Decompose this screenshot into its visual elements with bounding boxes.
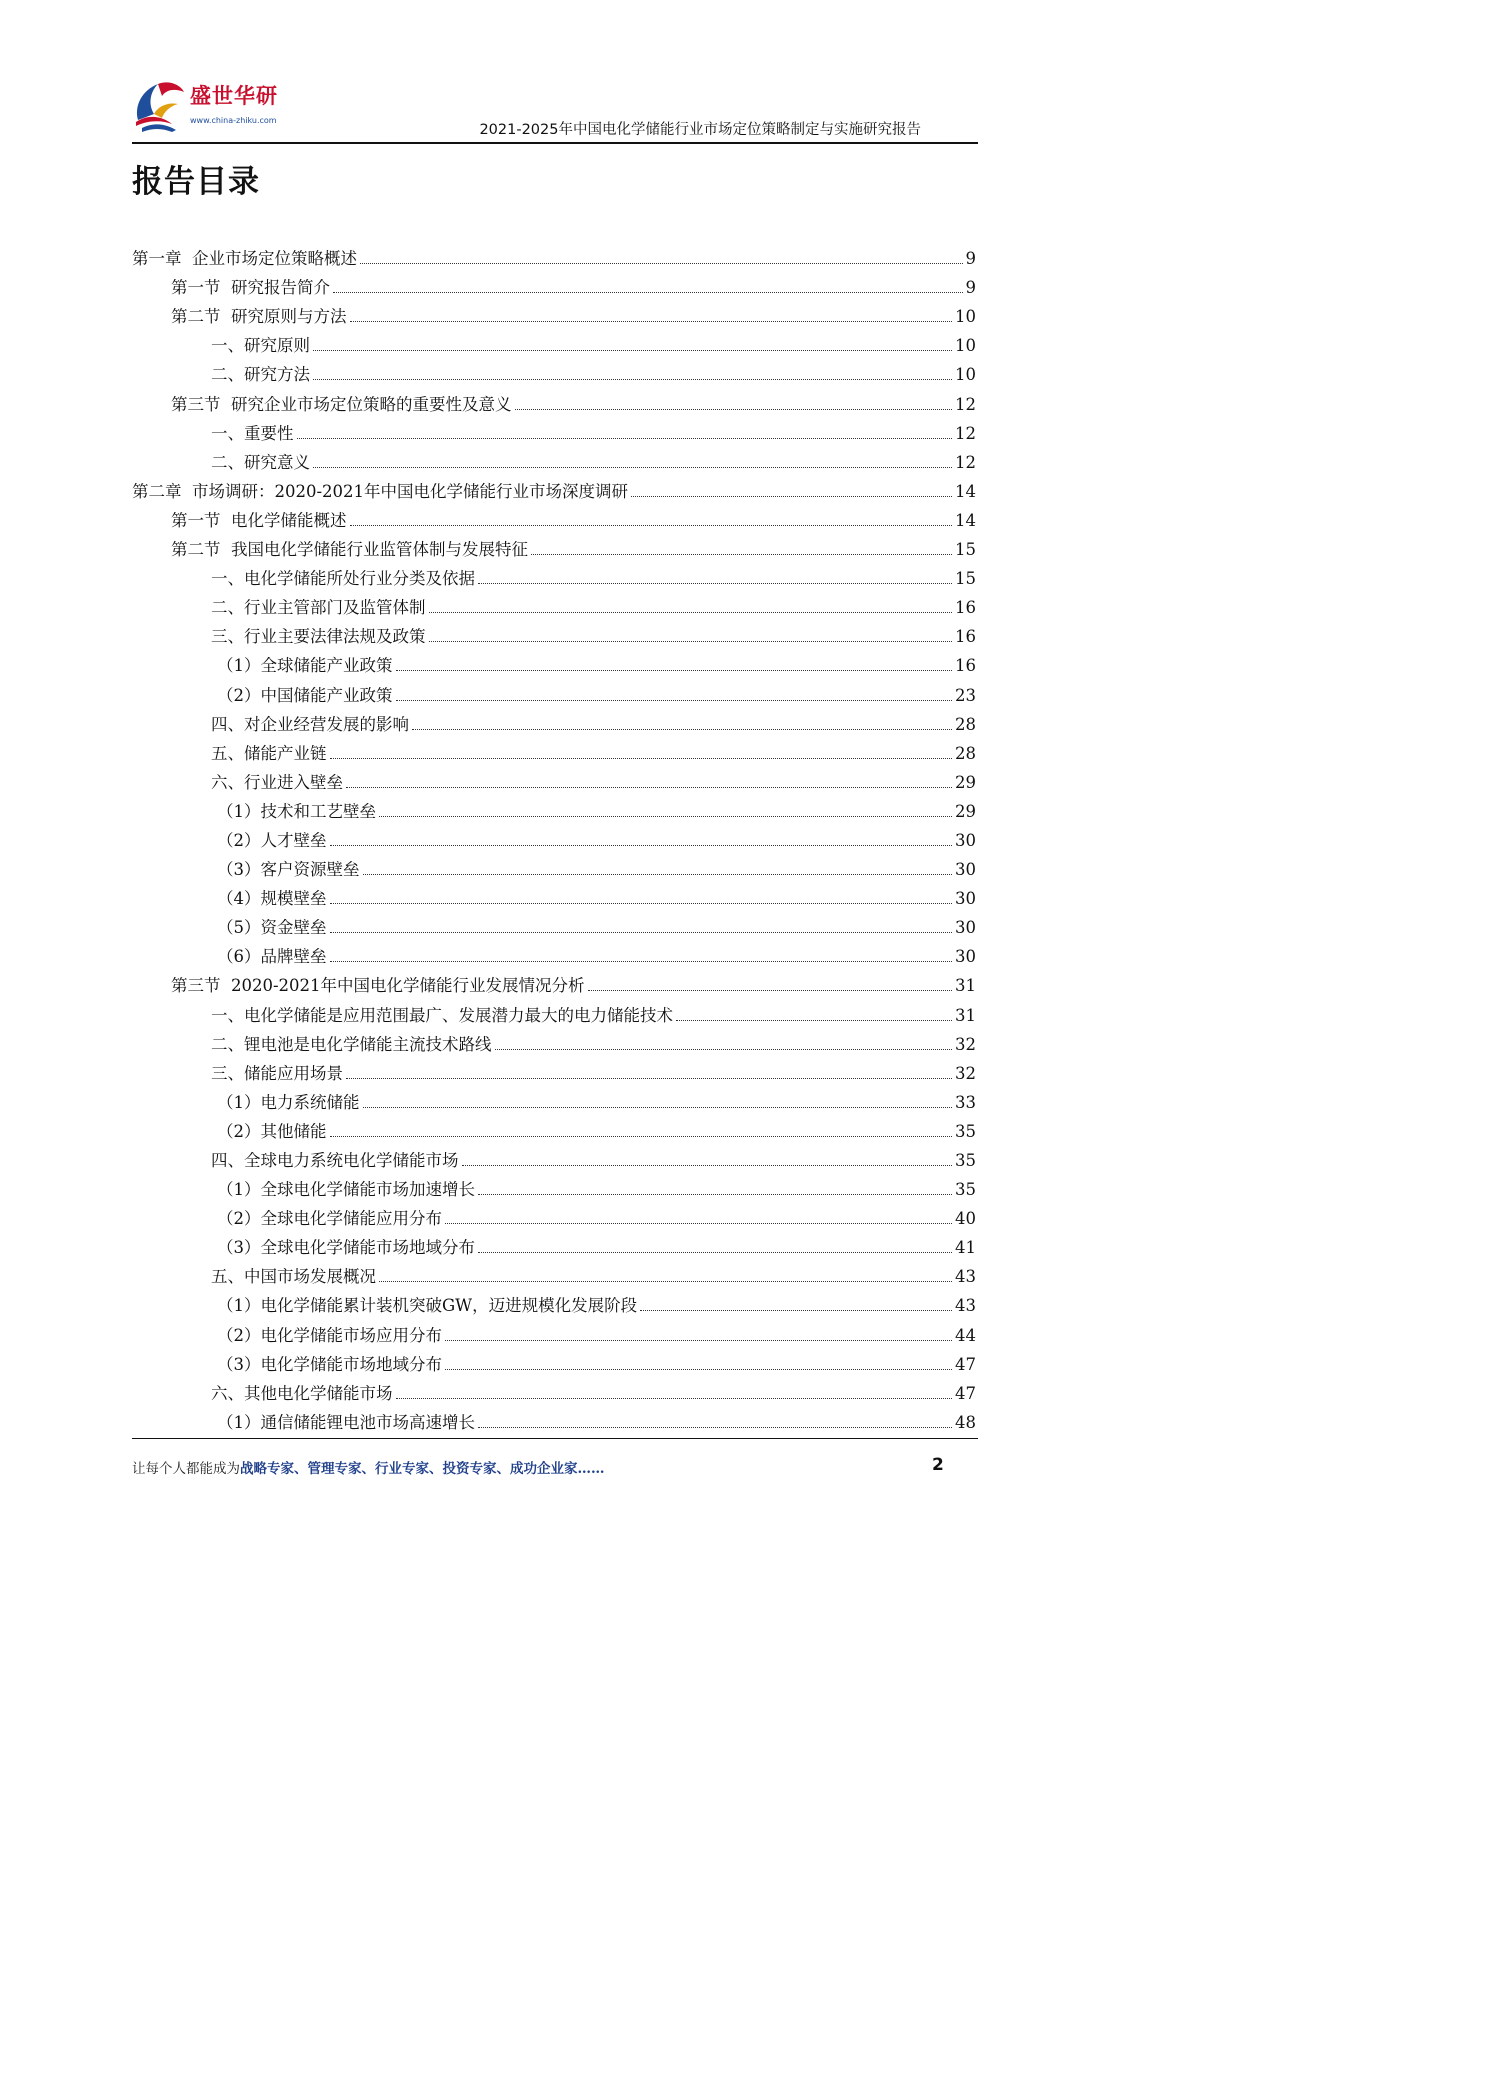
toc-dot-leader <box>531 554 952 555</box>
toc-entry-page: 12 <box>955 452 976 472</box>
toc-dot-leader <box>330 932 953 933</box>
toc-dot-leader <box>445 1223 952 1224</box>
toc-dot-leader <box>515 409 953 410</box>
toc-entry-title: 二、行业主管部门及监管体制 <box>211 598 426 618</box>
logo-name: 盛世华研 <box>190 84 278 108</box>
page-header <box>0 0 1103 150</box>
toc-entry-page: 48 <box>955 1412 976 1432</box>
toc-entry-title: 第一节 研究报告简介 <box>171 278 330 298</box>
toc-entry-title: 四、对企业经营发展的影响 <box>211 714 409 734</box>
toc-entry-page: 23 <box>955 685 976 705</box>
toc-entry-title: 第一节 电化学储能概述 <box>171 510 347 530</box>
report-title: 2021-2025年中国电化学储能行业市场定位策略制定与实施研究报告 <box>479 122 921 138</box>
toc-entry[interactable] <box>132 502 976 531</box>
toc-entry-title: （2）中国储能产业政策 <box>217 685 393 705</box>
toc-entry-title: （6）品牌壁垒 <box>217 947 327 967</box>
toc-entry-page: 15 <box>955 569 976 589</box>
toc-entry[interactable] <box>132 531 976 560</box>
toc-entry-title: （1）技术和工艺壁垒 <box>217 801 376 821</box>
toc-dot-leader <box>350 321 953 322</box>
toc-dot-leader <box>588 990 952 991</box>
toc-entry-title: （1）电化学储能累计装机突破GW，迈进规模化发展阶段 <box>217 1296 638 1316</box>
toc-entry-page: 28 <box>955 714 976 734</box>
toc-dot-leader <box>313 467 952 468</box>
toc-entry-page: 32 <box>955 1034 976 1054</box>
toc-dot-leader <box>676 1020 952 1021</box>
header-divider <box>132 142 978 144</box>
toc-entry-title: 六、其他电化学储能市场 <box>211 1383 393 1403</box>
toc-entry-title: （2）人才壁垒 <box>217 830 327 850</box>
table-of-contents <box>132 240 976 1433</box>
toc-dot-leader <box>396 670 953 671</box>
toc-entry-page: 10 <box>955 307 976 327</box>
toc-entry-page: 29 <box>955 801 976 821</box>
toc-entry-page: 16 <box>955 627 976 647</box>
toc-entry-title: 三、行业主要法律法规及政策 <box>211 627 426 647</box>
toc-entry-title: 第二节 我国电化学储能行业监管体制与发展特征 <box>171 540 528 560</box>
toc-entry[interactable] <box>132 1084 976 1113</box>
toc-entry[interactable] <box>132 967 976 996</box>
toc-entry-title: 二、研究意义 <box>211 452 310 472</box>
toc-dot-leader <box>330 961 953 962</box>
toc-entry[interactable] <box>132 298 976 327</box>
toc-dot-leader <box>495 1049 953 1050</box>
toc-entry-page: 30 <box>955 918 976 938</box>
footer-divider <box>132 1438 978 1439</box>
toc-entry[interactable] <box>132 385 976 414</box>
toc-entry-title: 一、重要性 <box>211 423 294 443</box>
footer-slogan: 让每个人都能成为 <box>132 1461 240 1477</box>
toc-dot-leader <box>379 1281 952 1282</box>
toc-entry-page: 10 <box>955 365 976 385</box>
toc-dot-leader <box>462 1165 953 1166</box>
toc-dot-leader <box>313 350 952 351</box>
toc-entry-page: 29 <box>955 772 976 792</box>
toc-entry-page: 40 <box>955 1209 976 1229</box>
toc-entry[interactable] <box>132 909 976 938</box>
toc-entry-title: 一、电化学储能是应用范围最广、发展潜力最大的电力储能技术 <box>211 1005 673 1025</box>
toc-entry-page: 43 <box>955 1267 976 1287</box>
toc-dot-leader <box>478 1194 952 1195</box>
toc-entry-page: 35 <box>955 1121 976 1141</box>
toc-entry-title: 一、电化学储能所处行业分类及依据 <box>211 569 475 589</box>
toc-entry[interactable] <box>132 560 976 589</box>
toc-entry-title: 第一章 企业市场定位策略概述 <box>132 249 357 269</box>
toc-entry[interactable] <box>132 589 976 618</box>
toc-dot-leader <box>330 845 953 846</box>
toc-dot-leader <box>640 1310 952 1311</box>
footer-slogan-line <box>132 1457 605 1477</box>
toc-entry[interactable] <box>132 618 976 647</box>
toc-entry-page: 16 <box>955 598 976 618</box>
toc-entry-title: 二、锂电池是电化学储能主流技术路线 <box>211 1034 492 1054</box>
toc-entry-title: 四、全球电力系统电化学储能市场 <box>211 1151 459 1170</box>
toc-entry-page: 14 <box>955 481 976 501</box>
toc-entry-page: 32 <box>955 1063 976 1083</box>
toc-dot-leader <box>396 1398 953 1399</box>
toc-dot-leader <box>360 263 963 264</box>
toc-entry[interactable] <box>132 1171 976 1200</box>
toc-entry-title: （3）电化学储能市场地域分布 <box>217 1354 442 1374</box>
toc-dot-leader <box>363 874 953 875</box>
toc-entry[interactable] <box>132 444 976 473</box>
toc-entry-page: 43 <box>955 1296 976 1316</box>
toc-entry[interactable] <box>132 1316 976 1345</box>
toc-entry-title: 三、储能应用场景 <box>211 1063 343 1083</box>
toc-entry-page: 30 <box>955 889 976 909</box>
page-number: 2 <box>932 1455 944 1475</box>
toc-entry[interactable] <box>132 1055 976 1084</box>
toc-entry-title: （2）其他储能 <box>217 1121 327 1141</box>
toc-entry[interactable] <box>132 1229 976 1258</box>
toc-entry[interactable] <box>132 473 976 502</box>
toc-entry-title: （2）全球电化学储能应用分布 <box>217 1209 442 1229</box>
toc-dot-leader <box>445 1369 952 1370</box>
toc-dot-leader <box>350 525 953 526</box>
toc-entry[interactable] <box>132 1404 976 1433</box>
toc-entry[interactable] <box>132 822 976 851</box>
toc-entry-title: （3）客户资源壁垒 <box>217 860 360 880</box>
toc-entry-title: （1）通信储能锂电池市场高速增长 <box>217 1412 475 1432</box>
toc-dot-leader <box>330 903 953 904</box>
toc-dot-leader <box>333 292 963 293</box>
toc-dot-leader <box>396 700 953 701</box>
toc-dot-leader <box>478 1427 952 1428</box>
toc-entry-page: 12 <box>955 423 976 443</box>
toc-entry-page: 30 <box>955 947 976 967</box>
toc-dot-leader <box>379 816 952 817</box>
toc-entry-page: 10 <box>955 336 976 356</box>
toc-dot-leader <box>445 1340 952 1341</box>
toc-entry-title: 第二节 研究原则与方法 <box>171 307 347 327</box>
toc-entry-page: 14 <box>955 510 976 530</box>
toc-entry[interactable] <box>132 1142 976 1171</box>
toc-entry[interactable] <box>132 1200 976 1229</box>
toc-entry-page: 35 <box>955 1151 976 1170</box>
toc-dot-leader <box>330 1136 953 1137</box>
toc-entry-page: 9 <box>965 249 976 269</box>
logo-book-icon <box>128 76 188 136</box>
toc-entry-title: 六、行业进入壁垒 <box>211 772 343 792</box>
toc-dot-leader <box>429 641 953 642</box>
toc-entry[interactable] <box>132 327 976 356</box>
toc-entry-title: 第三节 研究企业市场定位策略的重要性及意义 <box>171 394 512 414</box>
toc-entry-page: 44 <box>955 1325 976 1345</box>
toc-entry-title: （1）全球储能产业政策 <box>217 656 393 676</box>
toc-entry-title: （1）电力系统储能 <box>217 1092 360 1112</box>
toc-dot-leader <box>631 496 952 497</box>
toc-entry-title: 一、研究原则 <box>211 336 310 356</box>
toc-entry[interactable] <box>132 676 976 705</box>
toc-entry-page: 15 <box>955 540 976 560</box>
toc-entry[interactable] <box>132 996 976 1025</box>
toc-entry[interactable] <box>132 269 976 298</box>
toc-entry[interactable] <box>132 1113 976 1142</box>
toc-entry-page: 30 <box>955 860 976 880</box>
toc-dot-leader <box>313 379 952 380</box>
company-logo <box>128 76 298 136</box>
toc-entry-title: （4）规模壁垒 <box>217 889 327 909</box>
toc-entry[interactable] <box>132 647 976 676</box>
toc-entry-page: 30 <box>955 830 976 850</box>
toc-entry[interactable] <box>132 1375 976 1404</box>
logo-url: www.china-zhiku.com <box>190 116 277 125</box>
toc-entry[interactable] <box>132 793 976 822</box>
toc-entry[interactable] <box>132 938 976 967</box>
toc-dot-leader <box>297 438 953 439</box>
toc-entry-title: （5）资金壁垒 <box>217 918 327 938</box>
toc-entry-page: 35 <box>955 1180 976 1200</box>
toc-entry[interactable] <box>132 1258 976 1287</box>
toc-entry-title: （2）电化学储能市场应用分布 <box>217 1325 442 1345</box>
toc-entry[interactable] <box>132 706 976 735</box>
toc-entry-page: 28 <box>955 743 976 763</box>
toc-dot-leader <box>346 787 952 788</box>
toc-dot-leader <box>478 1252 952 1253</box>
toc-entry[interactable] <box>132 240 976 269</box>
footer-roles: 战略专家、管理专家、行业专家、投资专家、成功企业家…… <box>240 1461 605 1477</box>
toc-entry-page: 41 <box>955 1238 976 1258</box>
toc-entry-page: 47 <box>955 1383 976 1403</box>
toc-entry-title: （1）全球电化学储能市场加速增长 <box>217 1180 475 1200</box>
toc-entry[interactable] <box>132 356 976 385</box>
toc-entry-page: 47 <box>955 1354 976 1374</box>
toc-entry[interactable] <box>132 1346 976 1375</box>
toc-entry-page: 16 <box>955 656 976 676</box>
toc-dot-leader <box>363 1107 953 1108</box>
toc-entry-title: （3）全球电化学储能市场地域分布 <box>217 1238 475 1258</box>
toc-entry-title: 二、研究方法 <box>211 365 310 385</box>
toc-entry-page: 9 <box>965 278 976 298</box>
toc-entry[interactable] <box>132 735 976 764</box>
toc-dot-leader <box>346 1078 952 1079</box>
toc-entry[interactable] <box>132 880 976 909</box>
toc-entry-page: 31 <box>955 1005 976 1025</box>
toc-entry[interactable] <box>132 415 976 444</box>
toc-entry[interactable] <box>132 1287 976 1316</box>
toc-entry[interactable] <box>132 1026 976 1055</box>
toc-dot-leader <box>429 612 953 613</box>
toc-entry-title: 第二章 市场调研：2020-2021年中国电化学储能行业市场深度调研 <box>132 481 629 501</box>
toc-dot-leader <box>412 729 952 730</box>
toc-entry[interactable] <box>132 764 976 793</box>
toc-entry[interactable] <box>132 851 976 880</box>
page-title: 报告目录 <box>132 164 260 200</box>
toc-entry-page: 31 <box>955 976 976 996</box>
toc-entry-title: 五、中国市场发展概况 <box>211 1267 376 1287</box>
toc-entry-title: 五、储能产业链 <box>211 743 327 763</box>
toc-entry-page: 33 <box>955 1092 976 1112</box>
toc-entry-title: 第三节 2020-2021年中国电化学储能行业发展情况分析 <box>171 976 585 996</box>
toc-dot-leader <box>330 758 953 759</box>
toc-entry-page: 12 <box>955 394 976 414</box>
toc-dot-leader <box>478 583 952 584</box>
